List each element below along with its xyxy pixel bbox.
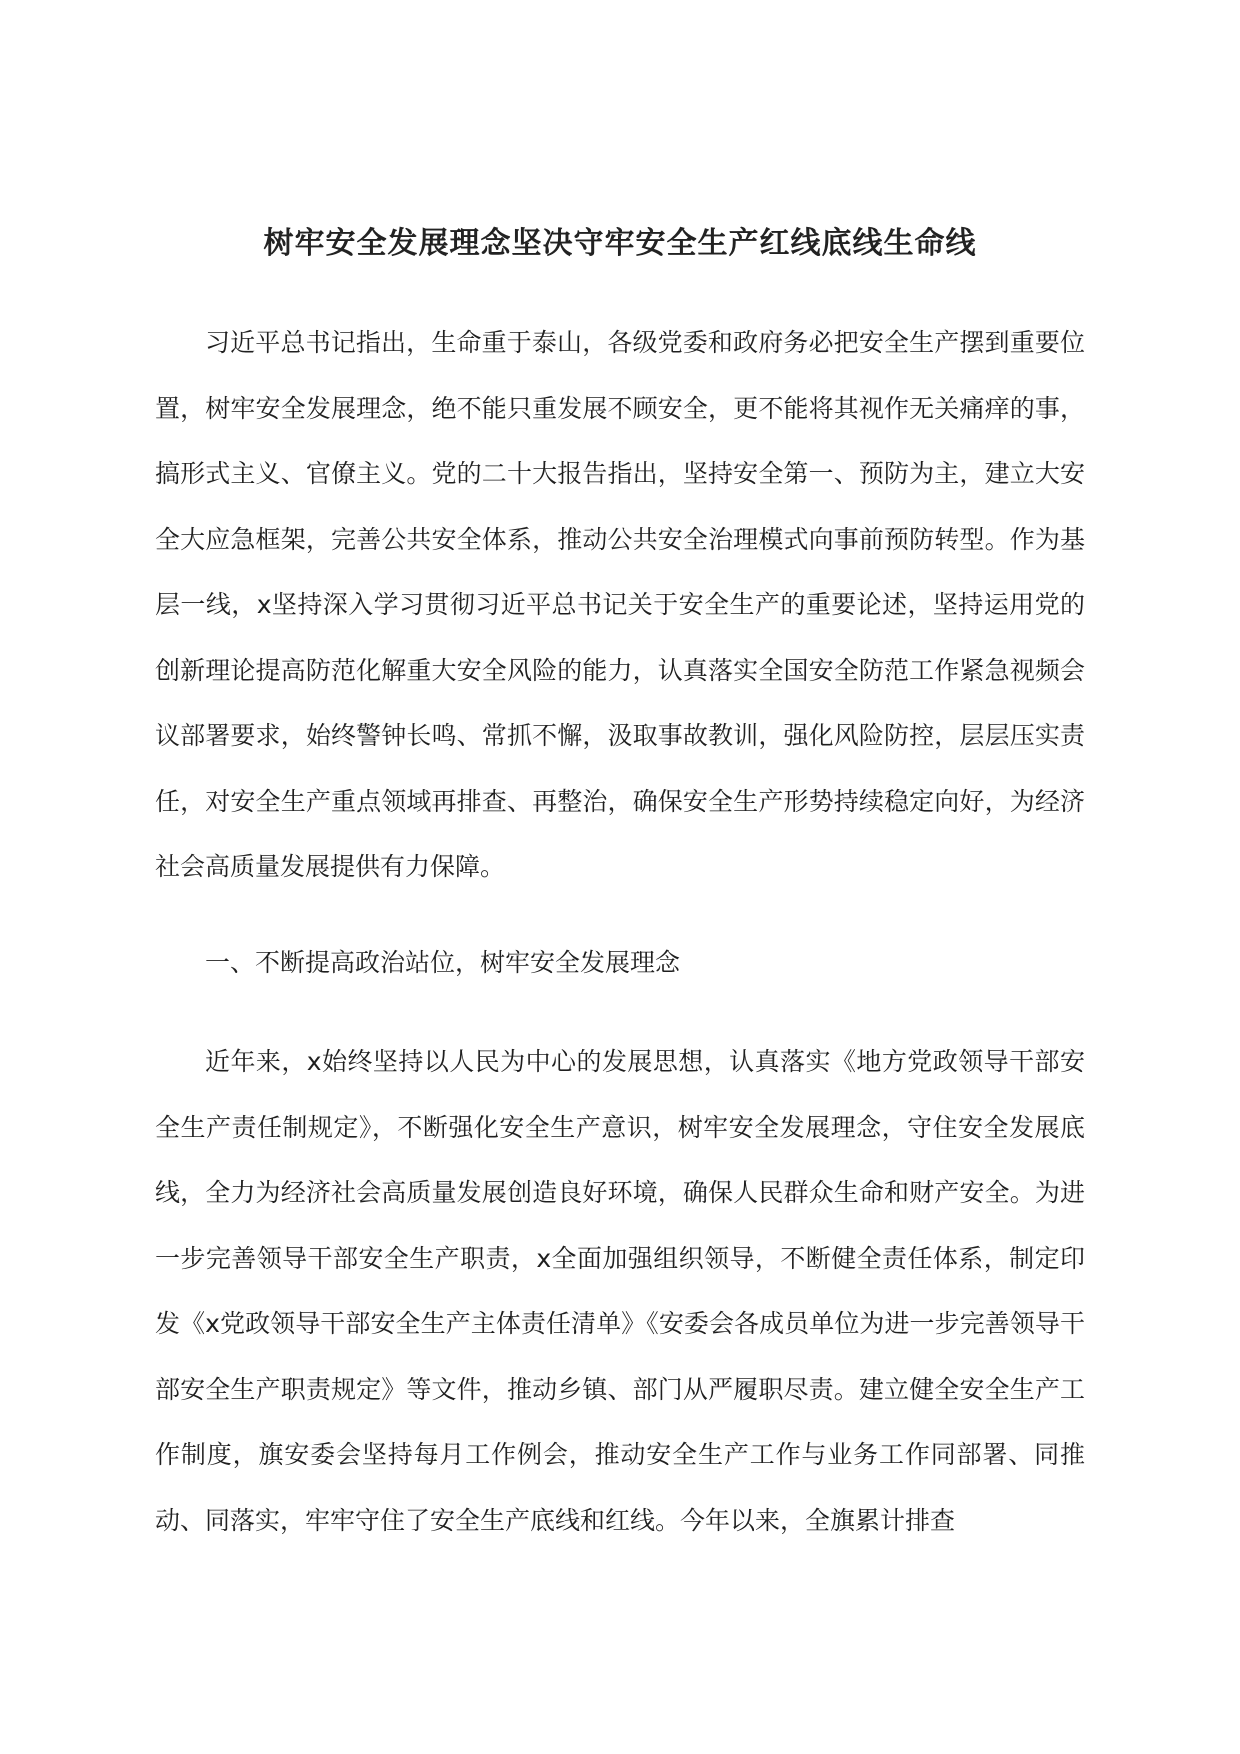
document-title: 树牢安全发展理念坚决守牢安全生产红线底线生命线: [263, 226, 977, 261]
section-heading: 一、不断提高政治站位，树牢安全发展理念: [205, 948, 681, 977]
body-paragraph: 习近平总书记指出，生命重于泰山，各级党委和政府务必把安全生产摆到重要位置，树牢安全发展理念，绝不能只重发展不顾安全，更不能将其视作无关痛痒的事，搞形式主义、官僚主义。党的二十大报告指出，坚持安全第一、预防为主，建立大安全大应急框架，完善公共安全体系，推动公共安全治理模式向事前预防转型。作为基层一线，x坚持深入学习贯彻习近平总书记关于安全生产的重要论述，坚持运用党的创新理论提高防范化解重大安全风险的能力，认真落实全国安全防范工作紧急视频会议部署要求，始终警钟长鸣、常抓不懈，汲取事故教训，强化风险防控，层层压实责任，对安全生产重点领域再排查、再整治，确保安全生产形势持续稳定向好，为经济社会高质量发展提供有力保障。: [155, 328, 1085, 881]
body-paragraph: 近年来，x始终坚持以人民为中心的发展思想，认真落实《地方党政领导干部安全生产责任制规定》，不断强化安全生产意识，树牢安全发展理念，守住安全发展底线，全力为经济社会高质量发展创造良好环境，确保人民群众生命和财产安全。为进一步完善领导干部安全生产职责，x全面加强组织领导，不断健全责任体系，制定印发《x党政领导干部安全生产主体责任清单》《安委会各成员单位为进一步完善领导干部安全生产职责规定》等文件，推动乡镇、部门从严履职尽责。建立健全安全生产工作制度，旗安委会坚持每月工作例会，推动安全生产工作与业务工作同部署、同推动、同落实，牢牢守住了安全生产底线和红线。今年以来，全旗累计排查: [155, 1047, 1085, 1535]
